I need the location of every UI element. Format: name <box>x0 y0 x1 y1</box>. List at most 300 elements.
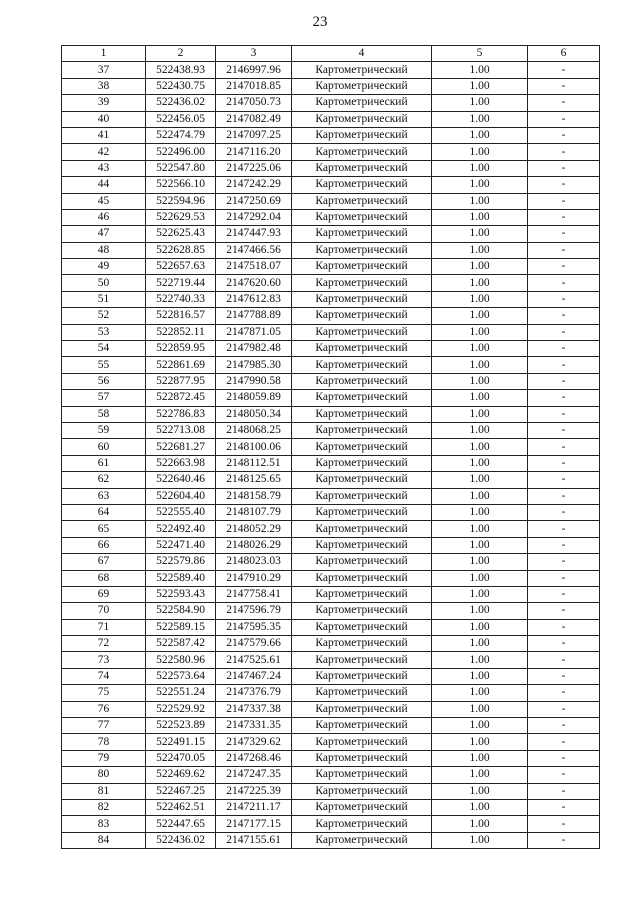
accuracy-cell: 1.00 <box>432 422 528 438</box>
point-number-cell: 59 <box>62 422 146 438</box>
table-header <box>62 46 600 62</box>
y-coordinate-cell: 2147788.89 <box>216 308 292 324</box>
y-coordinate-cell: 2147525.61 <box>216 652 292 668</box>
table-header-row <box>62 46 600 62</box>
y-coordinate-cell: 2147177.15 <box>216 816 292 832</box>
y-coordinate-cell: 2147292.04 <box>216 209 292 225</box>
x-coordinate-cell: 522523.89 <box>146 718 216 734</box>
point-number-cell: 61 <box>62 455 146 471</box>
x-coordinate-cell: 522589.40 <box>146 570 216 586</box>
note-cell: - <box>528 406 600 422</box>
x-coordinate-cell: 522852.11 <box>146 324 216 340</box>
x-coordinate-cell: 522587.42 <box>146 636 216 652</box>
accuracy-cell: 1.00 <box>432 586 528 602</box>
point-number-cell: 81 <box>62 783 146 799</box>
x-coordinate-cell: 522579.86 <box>146 554 216 570</box>
y-coordinate-cell: 2147910.29 <box>216 570 292 586</box>
table-row <box>62 242 600 258</box>
x-coordinate-cell: 522436.02 <box>146 95 216 111</box>
accuracy-cell: 1.00 <box>432 488 528 504</box>
method-cell: Картометрический <box>292 554 432 570</box>
table-row <box>62 144 600 160</box>
note-cell: - <box>528 668 600 684</box>
y-coordinate-cell: 2147097.25 <box>216 127 292 143</box>
x-coordinate-cell: 522861.69 <box>146 357 216 373</box>
note-cell: - <box>528 422 600 438</box>
table-row <box>62 750 600 766</box>
column-header: 4 <box>292 46 432 62</box>
note-cell: - <box>528 209 600 225</box>
x-coordinate-cell: 522529.92 <box>146 701 216 717</box>
x-coordinate-cell: 522740.33 <box>146 291 216 307</box>
method-cell: Картометрический <box>292 537 432 553</box>
method-cell: Картометрический <box>292 701 432 717</box>
y-coordinate-cell: 2147467.24 <box>216 668 292 684</box>
table-row <box>62 701 600 717</box>
x-coordinate-cell: 522657.63 <box>146 259 216 275</box>
y-coordinate-cell: 2147211.17 <box>216 799 292 815</box>
table-row <box>62 291 600 307</box>
x-coordinate-cell: 522573.64 <box>146 668 216 684</box>
y-coordinate-cell: 2148125.65 <box>216 472 292 488</box>
method-cell: Картометрический <box>292 504 432 520</box>
method-cell: Картометрический <box>292 718 432 734</box>
x-coordinate-cell: 522625.43 <box>146 226 216 242</box>
method-cell: Картометрический <box>292 111 432 127</box>
y-coordinate-cell: 2147620.60 <box>216 275 292 291</box>
method-cell: Картометрический <box>292 341 432 357</box>
y-coordinate-cell: 2147082.49 <box>216 111 292 127</box>
method-cell: Картометрический <box>292 455 432 471</box>
y-coordinate-cell: 2147758.41 <box>216 586 292 602</box>
note-cell: - <box>528 62 600 78</box>
note-cell: - <box>528 685 600 701</box>
table-row <box>62 570 600 586</box>
x-coordinate-cell: 522447.65 <box>146 816 216 832</box>
y-coordinate-cell: 2147982.48 <box>216 341 292 357</box>
note-cell: - <box>528 439 600 455</box>
table-row <box>62 127 600 143</box>
accuracy-cell: 1.00 <box>432 718 528 734</box>
x-coordinate-cell: 522470.05 <box>146 750 216 766</box>
x-coordinate-cell: 522594.96 <box>146 193 216 209</box>
point-number-cell: 49 <box>62 259 146 275</box>
point-number-cell: 74 <box>62 668 146 684</box>
note-cell: - <box>528 701 600 717</box>
method-cell: Картометрический <box>292 439 432 455</box>
note-cell: - <box>528 144 600 160</box>
point-number-cell: 51 <box>62 291 146 307</box>
x-coordinate-cell: 522438.93 <box>146 62 216 78</box>
x-coordinate-cell: 522719.44 <box>146 275 216 291</box>
accuracy-cell: 1.00 <box>432 603 528 619</box>
y-coordinate-cell: 2147250.69 <box>216 193 292 209</box>
x-coordinate-cell: 522580.96 <box>146 652 216 668</box>
accuracy-cell: 1.00 <box>432 439 528 455</box>
method-cell: Картометрический <box>292 160 432 176</box>
table-row <box>62 832 600 848</box>
table-row <box>62 619 600 635</box>
y-coordinate-cell: 2148158.79 <box>216 488 292 504</box>
accuracy-cell: 1.00 <box>432 144 528 160</box>
table-row <box>62 586 600 602</box>
method-cell: Картометрический <box>292 308 432 324</box>
table-row <box>62 554 600 570</box>
point-number-cell: 83 <box>62 816 146 832</box>
point-number-cell: 57 <box>62 390 146 406</box>
table-row <box>62 537 600 553</box>
note-cell: - <box>528 226 600 242</box>
x-coordinate-cell: 522589.15 <box>146 619 216 635</box>
point-number-cell: 64 <box>62 504 146 520</box>
method-cell: Картометрический <box>292 668 432 684</box>
y-coordinate-cell: 2147612.83 <box>216 291 292 307</box>
accuracy-cell: 1.00 <box>432 291 528 307</box>
accuracy-cell: 1.00 <box>432 226 528 242</box>
x-coordinate-cell: 522467.25 <box>146 783 216 799</box>
point-number-cell: 38 <box>62 78 146 94</box>
y-coordinate-cell: 2148023.03 <box>216 554 292 570</box>
note-cell: - <box>528 767 600 783</box>
x-coordinate-cell: 522492.40 <box>146 521 216 537</box>
point-number-cell: 71 <box>62 619 146 635</box>
accuracy-cell: 1.00 <box>432 308 528 324</box>
x-coordinate-cell: 522593.43 <box>146 586 216 602</box>
table-row <box>62 472 600 488</box>
note-cell: - <box>528 259 600 275</box>
accuracy-cell: 1.00 <box>432 357 528 373</box>
x-coordinate-cell: 522496.00 <box>146 144 216 160</box>
note-cell: - <box>528 652 600 668</box>
y-coordinate-cell: 2148068.25 <box>216 422 292 438</box>
y-coordinate-cell: 2147518.07 <box>216 259 292 275</box>
method-cell: Картометрический <box>292 816 432 832</box>
y-coordinate-cell: 2148059.89 <box>216 390 292 406</box>
method-cell: Картометрический <box>292 472 432 488</box>
accuracy-cell: 1.00 <box>432 259 528 275</box>
table-row <box>62 767 600 783</box>
y-coordinate-cell: 2147579.66 <box>216 636 292 652</box>
x-coordinate-cell: 522872.45 <box>146 390 216 406</box>
table-row <box>62 636 600 652</box>
note-cell: - <box>528 78 600 94</box>
y-coordinate-cell: 2147985.30 <box>216 357 292 373</box>
point-number-cell: 45 <box>62 193 146 209</box>
note-cell: - <box>528 570 600 586</box>
point-number-cell: 37 <box>62 62 146 78</box>
table-row <box>62 111 600 127</box>
column-header: 3 <box>216 46 292 62</box>
column-header: 2 <box>146 46 216 62</box>
y-coordinate-cell: 2147596.79 <box>216 603 292 619</box>
y-coordinate-cell: 2147155.61 <box>216 832 292 848</box>
x-coordinate-cell: 522713.08 <box>146 422 216 438</box>
y-coordinate-cell: 2147990.58 <box>216 373 292 389</box>
accuracy-cell: 1.00 <box>432 734 528 750</box>
accuracy-cell: 1.00 <box>432 767 528 783</box>
method-cell: Картометрический <box>292 586 432 602</box>
note-cell: - <box>528 750 600 766</box>
accuracy-cell: 1.00 <box>432 554 528 570</box>
accuracy-cell: 1.00 <box>432 209 528 225</box>
accuracy-cell: 1.00 <box>432 324 528 340</box>
x-coordinate-cell: 522491.15 <box>146 734 216 750</box>
point-number-cell: 56 <box>62 373 146 389</box>
accuracy-cell: 1.00 <box>432 406 528 422</box>
method-cell: Картометрический <box>292 144 432 160</box>
x-coordinate-cell: 522640.46 <box>146 472 216 488</box>
y-coordinate-cell: 2148107.79 <box>216 504 292 520</box>
point-number-cell: 52 <box>62 308 146 324</box>
table-row <box>62 668 600 684</box>
x-coordinate-cell: 522816.57 <box>146 308 216 324</box>
y-coordinate-cell: 2147268.46 <box>216 750 292 766</box>
note-cell: - <box>528 160 600 176</box>
point-number-cell: 43 <box>62 160 146 176</box>
point-number-cell: 62 <box>62 472 146 488</box>
point-number-cell: 50 <box>62 275 146 291</box>
method-cell: Картометрический <box>292 373 432 389</box>
table-row <box>62 685 600 701</box>
table-body <box>62 62 600 849</box>
note-cell: - <box>528 95 600 111</box>
note-cell: - <box>528 472 600 488</box>
note-cell: - <box>528 586 600 602</box>
accuracy-cell: 1.00 <box>432 160 528 176</box>
note-cell: - <box>528 832 600 848</box>
note-cell: - <box>528 275 600 291</box>
accuracy-cell: 1.00 <box>432 193 528 209</box>
accuracy-cell: 1.00 <box>432 341 528 357</box>
y-coordinate-cell: 2148100.06 <box>216 439 292 455</box>
method-cell: Картометрический <box>292 570 432 586</box>
note-cell: - <box>528 341 600 357</box>
method-cell: Картометрический <box>292 422 432 438</box>
point-number-cell: 55 <box>62 357 146 373</box>
x-coordinate-cell: 522663.98 <box>146 455 216 471</box>
point-number-cell: 73 <box>62 652 146 668</box>
point-number-cell: 44 <box>62 177 146 193</box>
accuracy-cell: 1.00 <box>432 95 528 111</box>
accuracy-cell: 1.00 <box>432 78 528 94</box>
note-cell: - <box>528 193 600 209</box>
point-number-cell: 40 <box>62 111 146 127</box>
note-cell: - <box>528 603 600 619</box>
y-coordinate-cell: 2147376.79 <box>216 685 292 701</box>
y-coordinate-cell: 2147225.06 <box>216 160 292 176</box>
x-coordinate-cell: 522436.02 <box>146 832 216 848</box>
table-row <box>62 390 600 406</box>
point-number-cell: 65 <box>62 521 146 537</box>
method-cell: Картометрический <box>292 242 432 258</box>
y-coordinate-cell: 2147116.20 <box>216 144 292 160</box>
table-row <box>62 357 600 373</box>
accuracy-cell: 1.00 <box>432 799 528 815</box>
y-coordinate-cell: 2148050.34 <box>216 406 292 422</box>
y-coordinate-cell: 2147331.35 <box>216 718 292 734</box>
note-cell: - <box>528 521 600 537</box>
accuracy-cell: 1.00 <box>432 668 528 684</box>
method-cell: Картометрический <box>292 406 432 422</box>
accuracy-cell: 1.00 <box>432 373 528 389</box>
accuracy-cell: 1.00 <box>432 455 528 471</box>
y-coordinate-cell: 2148052.29 <box>216 521 292 537</box>
y-coordinate-cell: 2147247.35 <box>216 767 292 783</box>
x-coordinate-cell: 522430.75 <box>146 78 216 94</box>
y-coordinate-cell: 2147466.56 <box>216 242 292 258</box>
method-cell: Картометрический <box>292 521 432 537</box>
accuracy-cell: 1.00 <box>432 177 528 193</box>
note-cell: - <box>528 816 600 832</box>
accuracy-cell: 1.00 <box>432 127 528 143</box>
method-cell: Картометрический <box>292 357 432 373</box>
point-number-cell: 82 <box>62 799 146 815</box>
table-row <box>62 324 600 340</box>
y-coordinate-cell: 2147447.93 <box>216 226 292 242</box>
method-cell: Картометрический <box>292 652 432 668</box>
method-cell: Картометрический <box>292 62 432 78</box>
point-number-cell: 72 <box>62 636 146 652</box>
x-coordinate-cell: 522628.85 <box>146 242 216 258</box>
method-cell: Картометрический <box>292 78 432 94</box>
method-cell: Картометрический <box>292 783 432 799</box>
table-row <box>62 259 600 275</box>
method-cell: Картометрический <box>292 832 432 848</box>
table-row <box>62 783 600 799</box>
method-cell: Картометрический <box>292 619 432 635</box>
point-number-cell: 80 <box>62 767 146 783</box>
y-coordinate-cell: 2147050.73 <box>216 95 292 111</box>
method-cell: Картометрический <box>292 259 432 275</box>
table-row <box>62 406 600 422</box>
method-cell: Картометрический <box>292 750 432 766</box>
coordinates-table <box>61 45 600 849</box>
table-row <box>62 95 600 111</box>
accuracy-cell: 1.00 <box>432 504 528 520</box>
point-number-cell: 84 <box>62 832 146 848</box>
accuracy-cell: 1.00 <box>432 636 528 652</box>
table-row <box>62 177 600 193</box>
method-cell: Картометрический <box>292 685 432 701</box>
method-cell: Картометрический <box>292 226 432 242</box>
point-number-cell: 41 <box>62 127 146 143</box>
table-row <box>62 455 600 471</box>
x-coordinate-cell: 522471.40 <box>146 537 216 553</box>
x-coordinate-cell: 522566.10 <box>146 177 216 193</box>
note-cell: - <box>528 488 600 504</box>
note-cell: - <box>528 390 600 406</box>
accuracy-cell: 1.00 <box>432 275 528 291</box>
table-row <box>62 62 600 78</box>
method-cell: Картометрический <box>292 177 432 193</box>
point-number-cell: 79 <box>62 750 146 766</box>
y-coordinate-cell: 2147595.35 <box>216 619 292 635</box>
note-cell: - <box>528 357 600 373</box>
x-coordinate-cell: 522547.80 <box>146 160 216 176</box>
accuracy-cell: 1.00 <box>432 390 528 406</box>
method-cell: Картометрический <box>292 636 432 652</box>
accuracy-cell: 1.00 <box>432 816 528 832</box>
accuracy-cell: 1.00 <box>432 111 528 127</box>
method-cell: Картометрический <box>292 390 432 406</box>
x-coordinate-cell: 522456.05 <box>146 111 216 127</box>
y-coordinate-cell: 2147242.29 <box>216 177 292 193</box>
note-cell: - <box>528 242 600 258</box>
note-cell: - <box>528 373 600 389</box>
x-coordinate-cell: 522681.27 <box>146 439 216 455</box>
accuracy-cell: 1.00 <box>432 570 528 586</box>
note-cell: - <box>528 718 600 734</box>
point-number-cell: 68 <box>62 570 146 586</box>
point-number-cell: 75 <box>62 685 146 701</box>
x-coordinate-cell: 522629.53 <box>146 209 216 225</box>
point-number-cell: 54 <box>62 341 146 357</box>
note-cell: - <box>528 308 600 324</box>
table-row <box>62 734 600 750</box>
point-number-cell: 67 <box>62 554 146 570</box>
accuracy-cell: 1.00 <box>432 832 528 848</box>
y-coordinate-cell: 2148112.51 <box>216 455 292 471</box>
x-coordinate-cell: 522469.62 <box>146 767 216 783</box>
method-cell: Картометрический <box>292 95 432 111</box>
point-number-cell: 48 <box>62 242 146 258</box>
table-row <box>62 373 600 389</box>
x-coordinate-cell: 522555.40 <box>146 504 216 520</box>
point-number-cell: 78 <box>62 734 146 750</box>
method-cell: Картометрический <box>292 734 432 750</box>
point-number-cell: 69 <box>62 586 146 602</box>
note-cell: - <box>528 324 600 340</box>
note-cell: - <box>528 504 600 520</box>
y-coordinate-cell: 2147329.62 <box>216 734 292 750</box>
point-number-cell: 76 <box>62 701 146 717</box>
table-row <box>62 422 600 438</box>
table-row <box>62 439 600 455</box>
x-coordinate-cell: 522877.95 <box>146 373 216 389</box>
table-row <box>62 160 600 176</box>
page-number: 23 <box>312 14 328 30</box>
table-row <box>62 652 600 668</box>
method-cell: Картометрический <box>292 209 432 225</box>
accuracy-cell: 1.00 <box>432 652 528 668</box>
table-row <box>62 603 600 619</box>
note-cell: - <box>528 554 600 570</box>
method-cell: Картометрический <box>292 767 432 783</box>
accuracy-cell: 1.00 <box>432 701 528 717</box>
y-coordinate-cell: 2146997.96 <box>216 62 292 78</box>
y-coordinate-cell: 2147225.39 <box>216 783 292 799</box>
note-cell: - <box>528 291 600 307</box>
note-cell: - <box>528 734 600 750</box>
accuracy-cell: 1.00 <box>432 783 528 799</box>
note-cell: - <box>528 455 600 471</box>
table-row <box>62 488 600 504</box>
method-cell: Картометрический <box>292 603 432 619</box>
table-row <box>62 799 600 815</box>
note-cell: - <box>528 111 600 127</box>
x-coordinate-cell: 522462.51 <box>146 799 216 815</box>
point-number-cell: 77 <box>62 718 146 734</box>
y-coordinate-cell: 2148026.29 <box>216 537 292 553</box>
method-cell: Картометрический <box>292 193 432 209</box>
accuracy-cell: 1.00 <box>432 62 528 78</box>
x-coordinate-cell: 522786.83 <box>146 406 216 422</box>
column-header: 6 <box>528 46 600 62</box>
point-number-cell: 60 <box>62 439 146 455</box>
note-cell: - <box>528 636 600 652</box>
x-coordinate-cell: 522474.79 <box>146 127 216 143</box>
table-row <box>62 275 600 291</box>
